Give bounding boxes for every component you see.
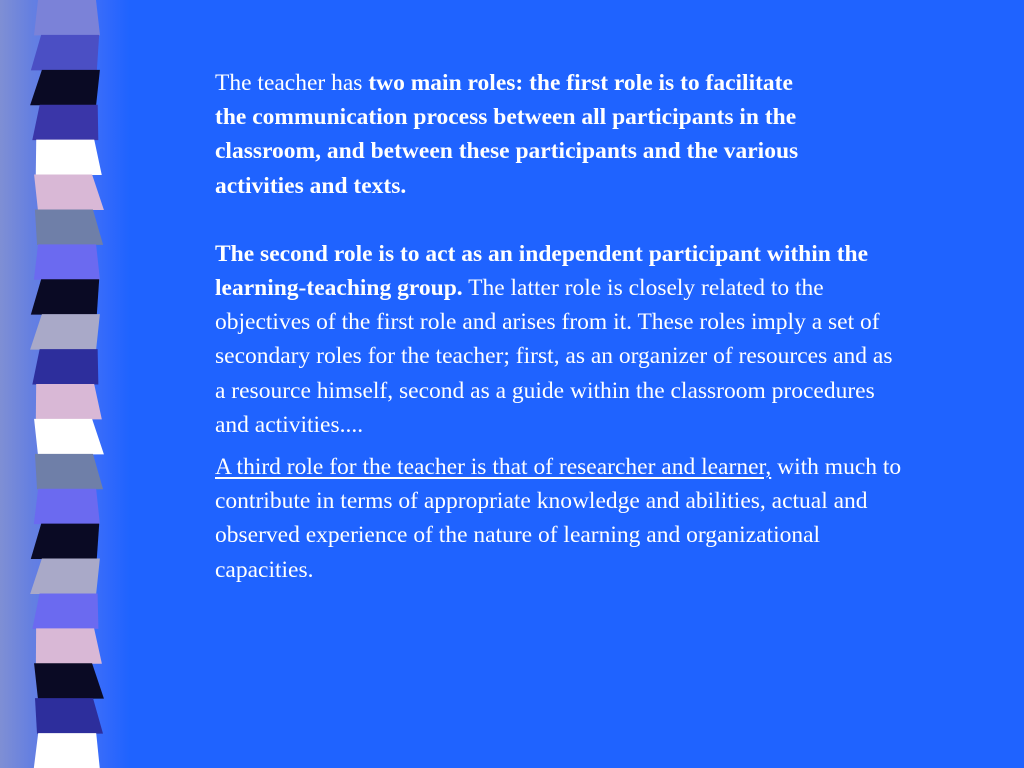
paragraph-2-text: The latter role is closely related to the objectives of the first role and arises from it. These roles imply a set of secondary roles for the teacher; first, as an organizer of resources and as a resource himself, second as a guide within the classroom procedures and activities.... [215,275,893,438]
stripe-segment [34,175,104,210]
stripe-segment [32,105,98,140]
paragraph-third-role [215,450,915,587]
stripe-segment [34,0,100,35]
paragraph-1-lead: The teacher has [215,70,369,96]
stripe-segment [34,419,104,454]
stripe-segment [32,593,98,628]
stripe-segment [32,349,98,384]
paragraph-2-bold: The second role is to act as an independent participant within the learning-teaching group. [215,240,869,302]
stripe-segment [30,559,100,594]
stripe-segment [34,663,104,698]
stripe-segment [35,209,103,244]
stripe-segment [34,244,100,279]
stripe-segment [35,454,103,489]
paragraph-second-role [215,237,905,442]
stripe-segment [30,70,100,105]
stripe-segment [36,140,102,175]
stripe-segment [36,628,102,663]
stripe-segment [31,35,99,70]
slide-text-body [215,66,915,587]
stripe-segment [35,698,103,733]
stripe-segment [31,524,99,559]
stripe-segment [30,314,100,349]
stripe-segment [36,384,102,419]
decorative-stripe [0,0,130,768]
stripe-segment [31,279,99,314]
stripe-segment [34,489,100,524]
stripe-segment [34,733,100,768]
paragraph-3-underlined: A third role for the teacher is that of researcher and learner, [215,454,772,481]
paragraph-3-text: with much to contribute in terms of appropriate knowledge and abilities, actual and observed experience of the nature of learning and organizational capacities. [215,454,902,583]
paragraph-1-bold: two main roles: the first role is to facilitate the communication process between all participants in the classroom, and between these participants and the various activities and texts. [215,70,799,199]
paragraph-main-roles [215,66,815,203]
